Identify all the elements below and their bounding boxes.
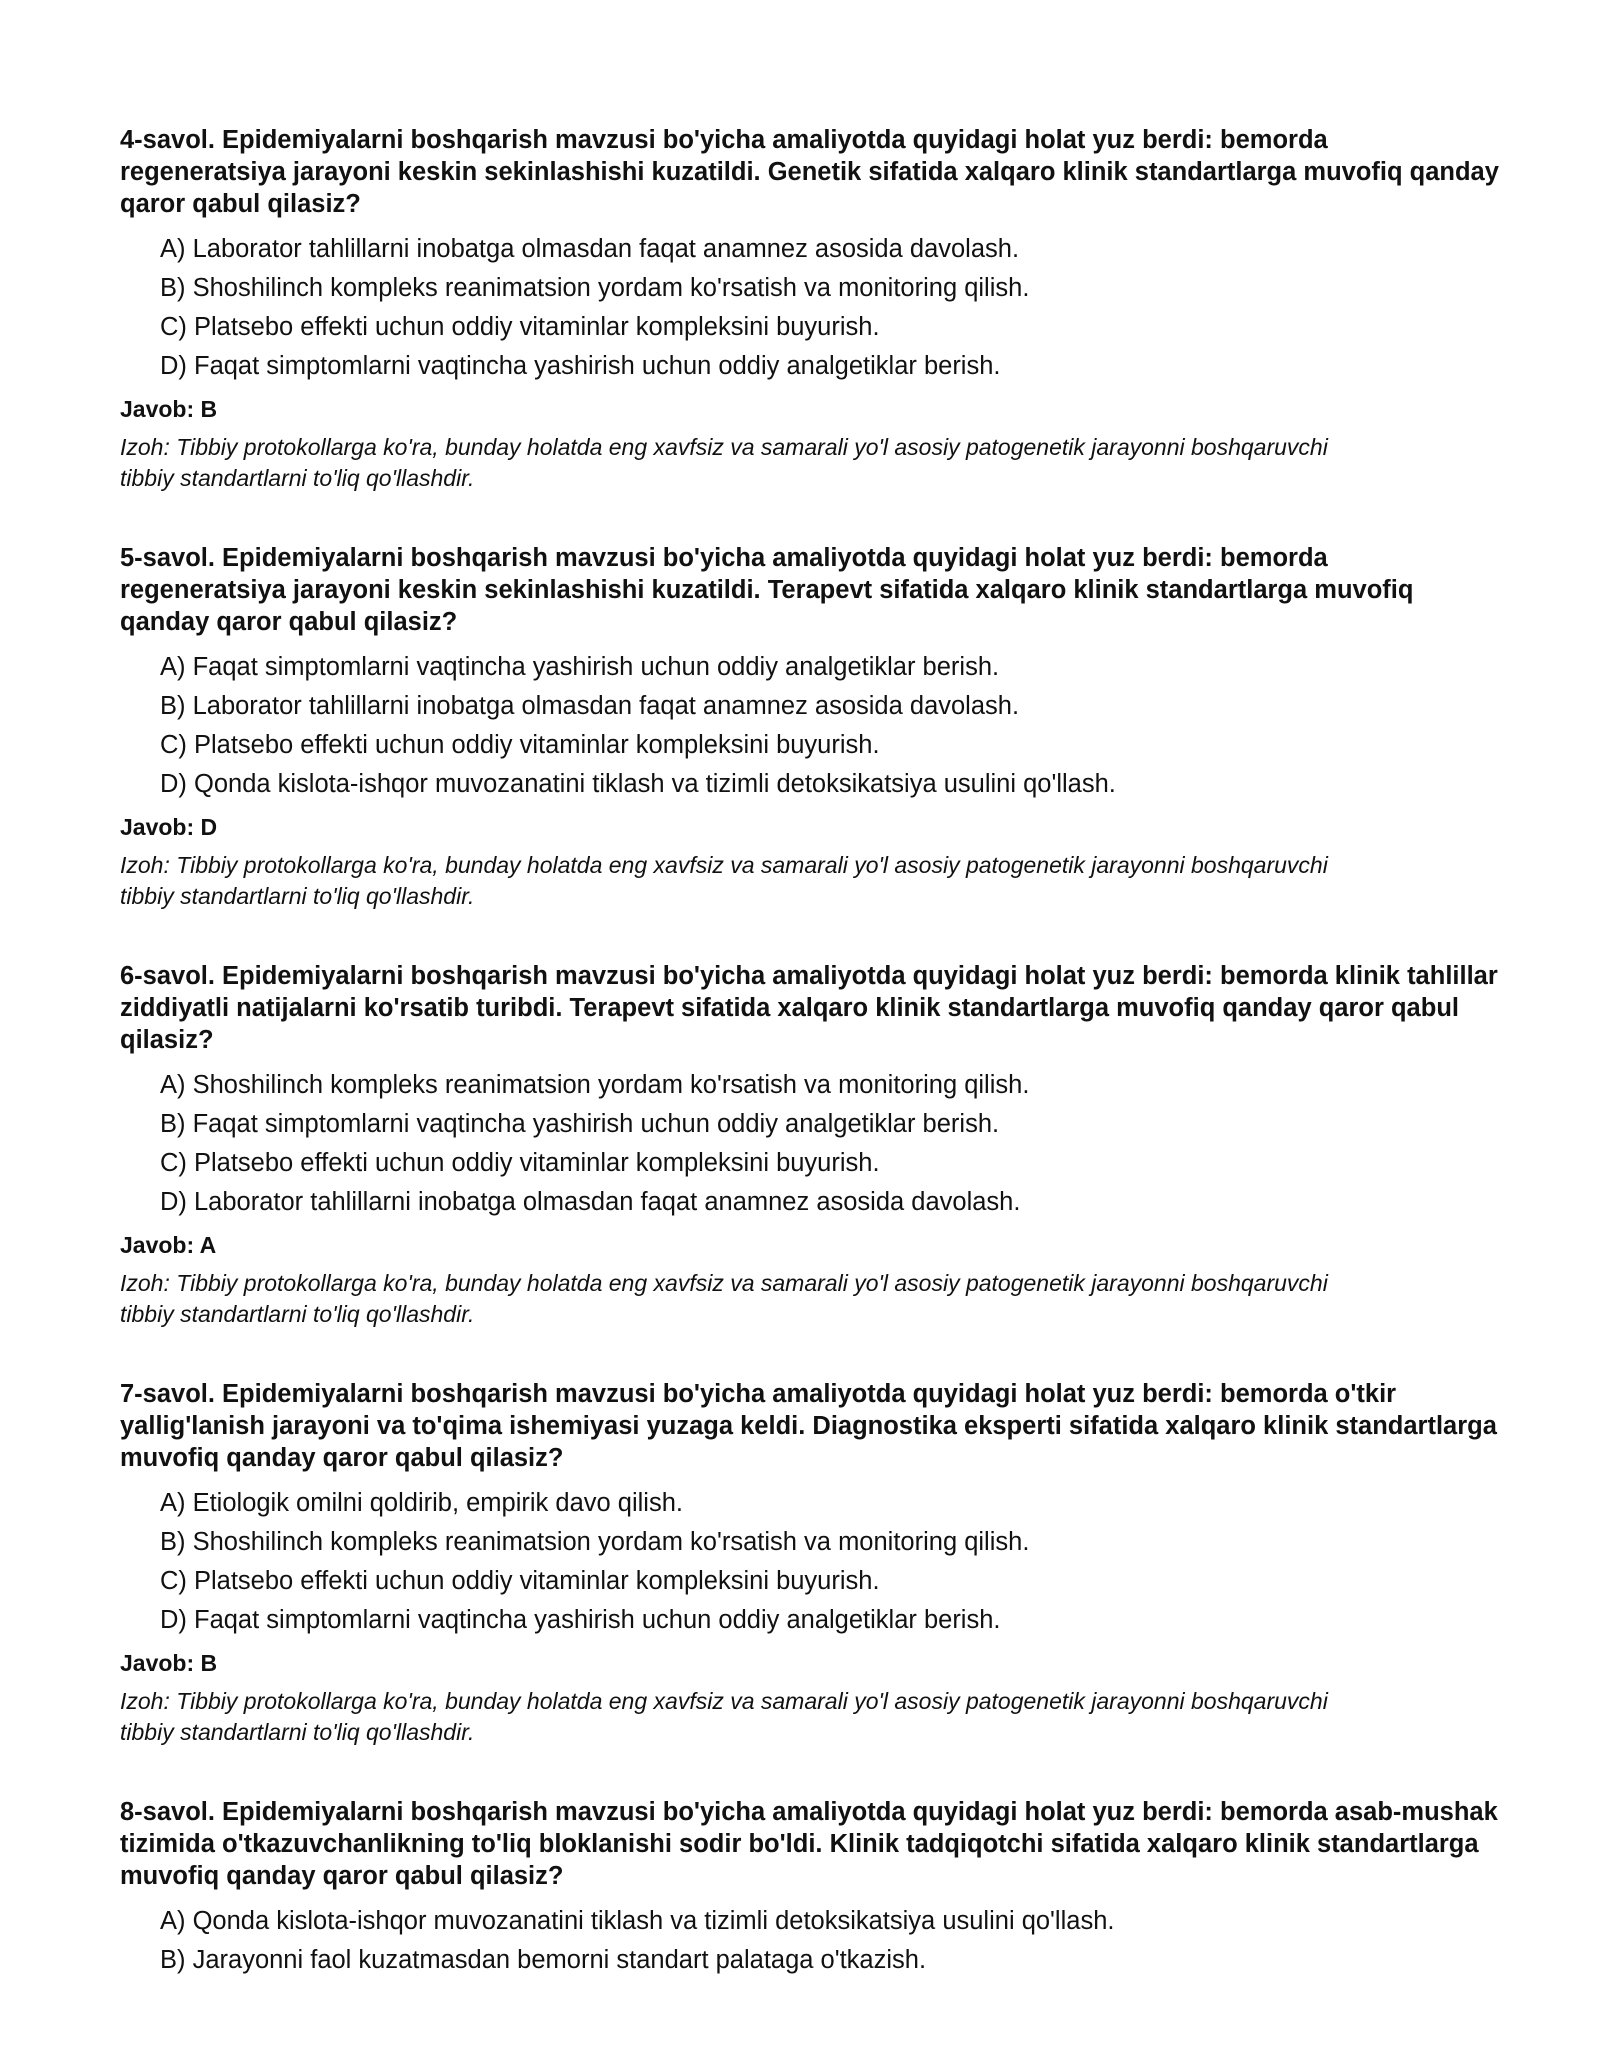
question-block xyxy=(120,1378,1500,1748)
options-list xyxy=(120,648,1500,804)
option-d: D) Qonda kislota-ishqor muvozanatini tiklash va tizimli detoksikatsiya usulini qo'llash. xyxy=(160,770,1116,798)
answer-label: Javob: B xyxy=(120,1650,218,1676)
option-c: C) Platsebo effekti uchun oddiy vitaminlar kompleksini buyurish. xyxy=(160,731,880,759)
question-block xyxy=(120,1796,1500,1980)
explanation-note: Izoh: Tibbiy protokollarga ko'ra, bunday holatda eng xavfsiz va samarali yo'l asosiy patogenetik jarayonni boshqaruvchi tibbiy standartlarni to'liq qo'llashdir. xyxy=(120,852,1328,909)
option-a: A) Laborator tahlillarni inobatga olmasdan faqat anamnez asosida davolash. xyxy=(160,235,1020,263)
option-b: B) Shoshilinch kompleks reanimatsion yordam ko'rsatish va monitoring qilish. xyxy=(160,1528,1030,1556)
option-a: A) Faqat simptomlarni vaqtincha yashirish uchun oddiy analgetiklar berish. xyxy=(160,653,1000,681)
option-c: C) Platsebo effekti uchun oddiy vitaminlar kompleksini buyurish. xyxy=(160,1149,880,1177)
question-block xyxy=(120,542,1500,912)
question-title: 8-savol. Epidemiyalarni boshqarish mavzusi bo'yicha amaliyotda quyidagi holat yuz berdi: bemorda asab-mushak tizimida o'tkazuvchanlikning to'liq bloklanishi sodir bo'ldi. Klinik tadqiqotchi sifatida xalqaro klinik standartlarga muvofiq qanday qaror qabul qilasiz? xyxy=(120,1798,1498,1890)
explanation-note: Izoh: Tibbiy protokollarga ko'ra, bunday holatda eng xavfsiz va samarali yo'l asosiy patogenetik jarayonni boshqaruvchi tibbiy standartlarni to'liq qo'llashdir. xyxy=(120,1688,1328,1745)
document-page xyxy=(120,124,1500,2028)
option-b: B) Jarayonni faol kuzatmasdan bemorni standart palataga o'tkazish. xyxy=(160,1946,927,1974)
options-list xyxy=(120,1902,1500,1980)
answer-label: Javob: B xyxy=(120,396,218,422)
option-a: A) Shoshilinch kompleks reanimatsion yordam ko'rsatish va monitoring qilish. xyxy=(160,1071,1030,1099)
option-c: C) Platsebo effekti uchun oddiy vitaminlar kompleksini buyurish. xyxy=(160,1567,880,1595)
options-list xyxy=(120,230,1500,386)
option-b: B) Faqat simptomlarni vaqtincha yashirish uchun oddiy analgetiklar berish. xyxy=(160,1110,1000,1138)
explanation-note: Izoh: Tibbiy protokollarga ko'ra, bunday holatda eng xavfsiz va samarali yo'l asosiy patogenetik jarayonni boshqaruvchi tibbiy standartlarni to'liq qo'llashdir. xyxy=(120,434,1328,491)
options-list xyxy=(120,1484,1500,1640)
option-d: D) Faqat simptomlarni vaqtincha yashirish uchun oddiy analgetiklar berish. xyxy=(160,352,1001,380)
option-b: B) Shoshilinch kompleks reanimatsion yordam ko'rsatish va monitoring qilish. xyxy=(160,274,1030,302)
option-d: D) Faqat simptomlarni vaqtincha yashirish uchun oddiy analgetiklar berish. xyxy=(160,1606,1001,1634)
question-title: 5-savol. Epidemiyalarni boshqarish mavzusi bo'yicha amaliyotda quyidagi holat yuz berdi: bemorda regeneratsiya jarayoni keskin sekinlashishi kuzatildi. Terapevt sifatida xalqaro klinik standartlarga muvofiq qanday qaror qabul qilasiz? xyxy=(120,544,1414,636)
question-title: 7-savol. Epidemiyalarni boshqarish mavzusi bo'yicha amaliyotda quyidagi holat yuz berdi: bemorda o'tkir yallig'lanish jarayoni va to'qima ishemiyasi yuzaga keldi. Diagnostika eksperti sifatida xalqaro klinik standartlarga muvofiq qanday qaror qabul qilasiz? xyxy=(120,1380,1497,1472)
question-block xyxy=(120,124,1500,494)
explanation-note: Izoh: Tibbiy protokollarga ko'ra, bunday holatda eng xavfsiz va samarali yo'l asosiy patogenetik jarayonni boshqaruvchi tibbiy standartlarni to'liq qo'llashdir. xyxy=(120,1270,1328,1327)
options-list xyxy=(120,1066,1500,1222)
question-title: 4-savol. Epidemiyalarni boshqarish mavzusi bo'yicha amaliyotda quyidagi holat yuz berdi: bemorda regeneratsiya jarayoni keskin sekinlashishi kuzatildi. Genetik sifatida xalqaro klinik standartlarga muvofiq qanday qaror qabul qilasiz? xyxy=(120,126,1499,218)
option-a: A) Etiologik omilni qoldirib, empirik davo qilish. xyxy=(160,1489,683,1517)
question-title: 6-savol. Epidemiyalarni boshqarish mavzusi bo'yicha amaliyotda quyidagi holat yuz berdi: bemorda klinik tahlillar ziddiyatli natijalarni ko'rsatib turibdi. Terapevt sifatida xalqaro klinik standartlarga muvofiq qanday qaror qabul qilasiz? xyxy=(120,962,1498,1054)
answer-label: Javob: A xyxy=(120,1232,217,1258)
option-c: C) Platsebo effekti uchun oddiy vitaminlar kompleksini buyurish. xyxy=(160,313,880,341)
option-d: D) Laborator tahlillarni inobatga olmasdan faqat anamnez asosida davolash. xyxy=(160,1188,1021,1216)
option-a: A) Qonda kislota-ishqor muvozanatini tiklash va tizimli detoksikatsiya usulini qo'llash. xyxy=(160,1907,1115,1935)
option-b: B) Laborator tahlillarni inobatga olmasdan faqat anamnez asosida davolash. xyxy=(160,692,1020,720)
question-block xyxy=(120,960,1500,1330)
answer-label: Javob: D xyxy=(120,814,218,840)
